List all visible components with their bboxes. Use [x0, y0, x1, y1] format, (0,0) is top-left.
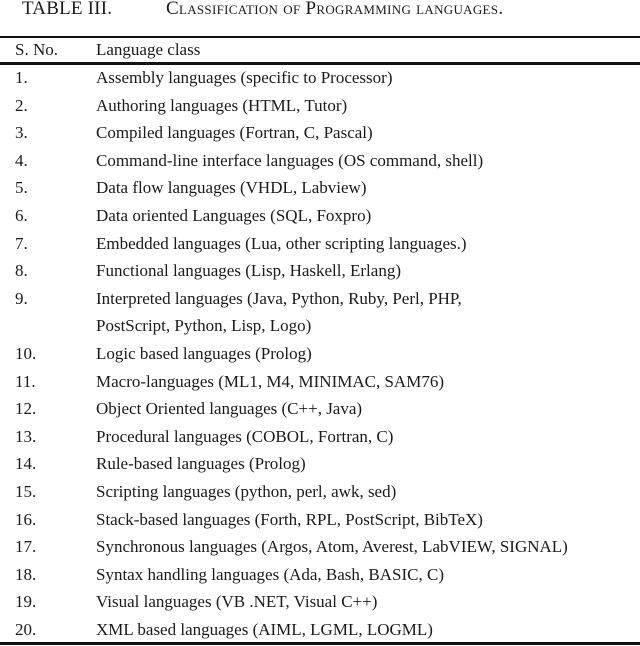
- serial-number-cell: 13.: [15, 426, 37, 446]
- language-class-text: Macro-languages (ML1, M4, MINIMAC, SAM76): [96, 371, 444, 391]
- language-class-cell: [96, 616, 640, 644]
- language-class-cell: [96, 478, 640, 506]
- table-row: [0, 395, 640, 423]
- table-row: [0, 340, 640, 368]
- language-class-text: Scripting languages (python, perl, awk, sed): [96, 481, 397, 501]
- language-class-text: Compiled languages (Fortran, C, Pascal): [96, 123, 373, 143]
- table-row: [0, 561, 640, 589]
- language-class-text: Command-line interface languages (OS command, shell): [96, 150, 484, 170]
- serial-number-cell: 7.: [15, 233, 28, 253]
- table-caption: [0, 0, 640, 22]
- serial-number-cell: 19.: [15, 592, 37, 612]
- language-class-text: Logic based languages (Prolog): [96, 343, 312, 363]
- language-class-cell: [96, 92, 640, 120]
- table-row: [0, 147, 640, 175]
- language-class-text: Procedural languages (COBOL, Fortran, C): [96, 426, 394, 446]
- table-row: [0, 616, 640, 644]
- language-class-text: XML based languages (AIML, LGML, LOGML): [96, 619, 433, 639]
- table-row: [0, 174, 640, 202]
- header-language-class: Language class: [96, 40, 201, 59]
- table-body: [0, 63, 640, 643]
- language-class-cell: [96, 450, 640, 478]
- language-classification-table: [0, 37, 640, 643]
- serial-number-cell: 4.: [15, 150, 28, 170]
- table-label: TABLE III.: [22, 0, 113, 19]
- language-class-text: Synchronous languages (Argos, Atom, Averest, LabVIEW, SIGNAL): [96, 537, 568, 557]
- language-class-text: Data oriented Languages (SQL, Foxpro): [96, 205, 372, 225]
- language-class-text: Visual languages (VB .NET, Visual C++): [96, 592, 378, 612]
- header-row: [0, 37, 640, 63]
- language-class-cell: [96, 561, 640, 589]
- table-row: [0, 450, 640, 478]
- language-class-text: Data flow languages (VHDL, Labview): [96, 178, 367, 198]
- table-row: [0, 368, 640, 396]
- language-class-cell: [96, 147, 640, 175]
- language-class-cell: [96, 119, 640, 147]
- serial-number-cell: 2.: [15, 95, 28, 115]
- language-class-text: Rule-based languages (Prolog): [96, 454, 306, 474]
- table-row: [0, 202, 640, 230]
- serial-number-cell: 17.: [15, 537, 37, 557]
- language-class-cell: [96, 202, 640, 230]
- table-row: [0, 92, 640, 120]
- language-class-text: Stack-based languages (Forth, RPL, PostScript, BibTeX): [96, 509, 483, 529]
- table-row: [0, 588, 640, 616]
- serial-number-cell: 15.: [15, 481, 37, 501]
- table-row: [0, 423, 640, 451]
- language-class-text: Interpreted languages (Java, Python, Ruby, Perl, PHP,: [96, 288, 462, 308]
- language-class-text: Object Oriented languages (C++, Java): [96, 399, 363, 419]
- serial-number-cell: 8.: [15, 261, 28, 281]
- serial-number-cell: 18.: [15, 564, 37, 584]
- language-class-text: Functional languages (Lisp, Haskell, Erlang): [96, 261, 401, 281]
- serial-number-cell: 6.: [15, 205, 28, 225]
- serial-number-cell: 9.: [15, 288, 28, 308]
- table-title: Classification of Programming languages.: [166, 0, 504, 19]
- serial-number-cell: 16.: [15, 509, 37, 529]
- serial-number-cell: 20.: [15, 619, 37, 639]
- serial-number-cell: 3.: [15, 123, 28, 143]
- language-class-cell: [96, 63, 640, 92]
- language-class-cell: [96, 340, 640, 368]
- table-row: [0, 119, 640, 147]
- table-row: [0, 478, 640, 506]
- language-class-text: Embedded languages (Lua, other scripting languages.): [96, 233, 467, 253]
- language-class-cell: [96, 230, 640, 258]
- language-class-cell: [96, 423, 640, 451]
- language-class-text: Syntax handling languages (Ada, Bash, BASIC, C): [96, 564, 444, 584]
- table-row: [0, 230, 640, 258]
- language-class-cell: [96, 257, 640, 285]
- table-row: [0, 285, 640, 340]
- language-class-cell: [96, 588, 640, 616]
- table-row: [0, 506, 640, 534]
- language-class-text: Authoring languages (HTML, Tutor): [96, 95, 348, 115]
- language-class-cell: [96, 506, 640, 534]
- table-row: [0, 257, 640, 285]
- language-class-text: PostScript, Python, Lisp, Logo): [96, 316, 312, 336]
- serial-number-cell: 5.: [15, 178, 28, 198]
- language-class-cell: [96, 285, 640, 340]
- language-class-cell: [96, 368, 640, 396]
- language-class-cell: [96, 533, 640, 561]
- serial-number-cell: 12.: [15, 399, 37, 419]
- table-row: [0, 63, 640, 92]
- table-row: [0, 533, 640, 561]
- serial-number-cell: 14.: [15, 454, 37, 474]
- serial-number-cell: 1.: [15, 68, 28, 87]
- language-class-cell: [96, 174, 640, 202]
- language-class-cell: [96, 395, 640, 423]
- header-serial-number: S. No.: [15, 40, 58, 59]
- serial-number-cell: 11.: [15, 371, 36, 391]
- language-class-text: Assembly languages (specific to Processor): [96, 68, 393, 87]
- serial-number-cell: 10.: [15, 343, 37, 363]
